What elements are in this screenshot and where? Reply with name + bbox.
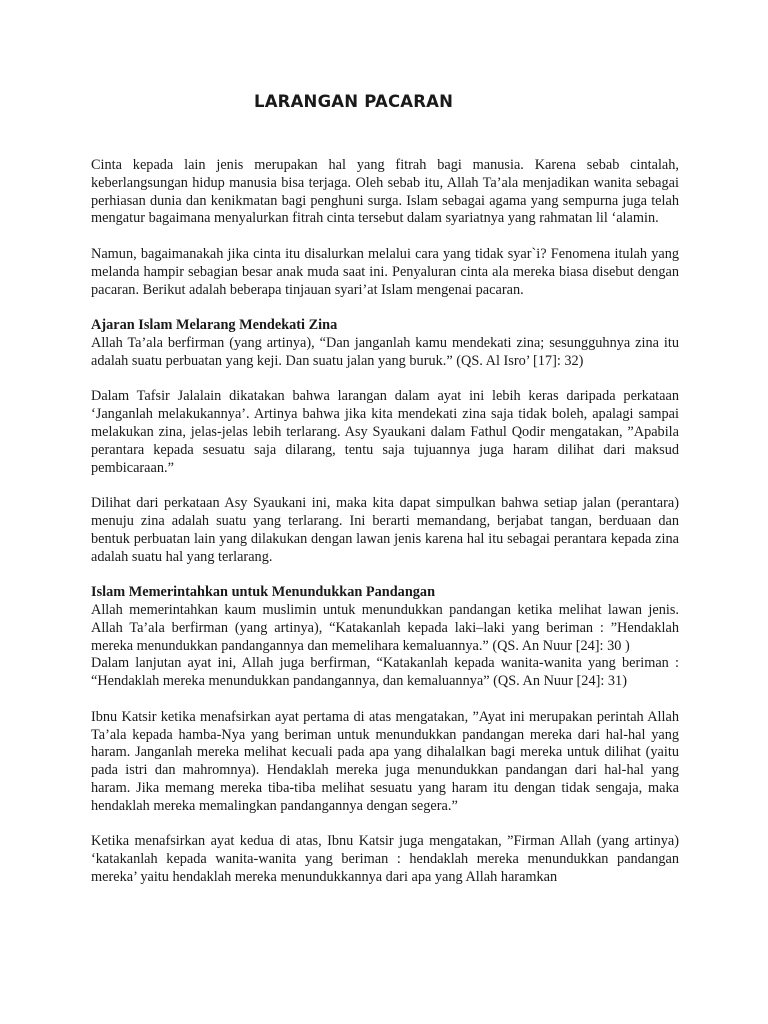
- paragraph-verse-an-nuur-31: Dalam lanjutan ayat ini, Allah juga berfirman, “Katakanlah kepada wanita-wanita yang beriman : “Hendaklah mereka menundukkan pandangannya, dan kemaluannya” (QS. An Nuur [24]: 31): [91, 655, 679, 690]
- paragraph-intro: Cinta kepada lain jenis merupakan hal yang fitrah bagi manusia. Karena sebab cintalah, keberlangsungan hidup manusia bisa terjaga. Oleh sebab itu, Allah Ta’ala menjadikan wanita sebagai perhiasan dunia dan kenikmatan bagi penghuni surga. Islam sebagai agama yang sempurna juga telah mengatur bagaimana menyalurkan fitrah cinta tersebut dalam syariatnya yang rahmatan lil ‘alamin.: [91, 157, 679, 227]
- paragraph-verse-al-isro: Allah Ta’ala berfirman (yang artinya), “Dan janganlah kamu mendekati zina; sesungguhnya zina itu adalah suatu perbuatan yang keji. Dan suatu jalan yang buruk.” (QS. Al Isro’ [17]: 32): [91, 334, 679, 369]
- paragraph-conclusion: Dilihat dari perkataan Asy Syaukani ini, maka kita dapat simpulkan bahwa setiap jalan (perantara) menuju zina adalah suatu yang terlarang. Ini berarti memandang, berjabat tangan, berduaan dan bentuk perbuatan lain yang dilakukan dengan lawan jenis karena hal itu sebagai perantara kepada zina adalah suatu hal yang terlarang.: [91, 495, 679, 565]
- document-body: [91, 157, 679, 887]
- paragraph-tafsir-jalalain: Dalam Tafsir Jalalain dikatakan bahwa larangan dalam ayat ini lebih keras daripada perkataan ‘Janganlah melakukannya’. Artinya bahwa jika kita mendekati zina saja tidak boleh, apalagi sampai melakukan zina, jelas-jelas lebih terlarang. Asy Syaukani dalam Fathul Qodir mengatakan, ”Apabila perantara kepada sesuatu saja dilarang, tentu saja tujuannya juga haram dilihat dari maksud pembicaraan.”: [91, 388, 679, 476]
- paragraph-verse-an-nuur-30: Allah memerintahkan kaum muslimin untuk menundukkan pandangan ketika melihat lawan jenis. Allah Ta’ala berfirman (yang artinya), “Katakanlah kepada laki–laki yang beriman : ”Hendaklah mereka menundukkan pandangannya dan memelihara kemaluannya.” (QS. An Nuur [24]: 30 ): [91, 601, 679, 654]
- paragraph-ibnu-katsir-1: Ibnu Katsir ketika menafsirkan ayat pertama di atas mengatakan, ”Ayat ini merupakan perintah Allah Ta’ala kepada hamba-Nya yang beriman untuk menundukkan pandangan mereka dari hal-hal yang haram. Janganlah mereka melihat kecuali pada apa yang dihalalkan bagi mereka untuk dilihat (yaitu pada istri dan mahromnya). Hendaklah mereka juga menundukkan pandangan dari hal-hal yang haram. Jika memang mereka tiba-tiba melihat sesuatu yang haram itu dengan tidak sengaja, maka hendaklah mereka memalingkan pandangannya dengan segera.”: [91, 708, 679, 814]
- paragraph-pacaran: Namun, bagaimanakah jika cinta itu disalurkan melalui cara yang tidak syar`i? Fenomena itulah yang melanda hampir sebagian besar anak muda saat ini. Penyaluran cinta ala mereka biasa disebut dengan pacaran. Berikut adalah beberapa tinjauan syari’at Islam mengenai pacaran.: [91, 245, 679, 298]
- document-title: LARANGAN PACARAN: [254, 92, 454, 111]
- section-heading-pandangan: Islam Memerintahkan untuk Menundukkan Pandangan: [91, 584, 436, 601]
- paragraph-ibnu-katsir-2: Ketika menafsirkan ayat kedua di atas, Ibnu Katsir juga mengatakan, ”Firman Allah (yang artinya) ‘katakanlah kepada wanita-wanita yang beriman : hendaklah mereka menundukkan pandangan mereka’ yaitu hendaklah mereka menundukkannya dari apa yang Allah haramkan: [91, 833, 679, 885]
- section-heading-zina: Ajaran Islam Melarang Mendekati Zina: [91, 317, 338, 334]
